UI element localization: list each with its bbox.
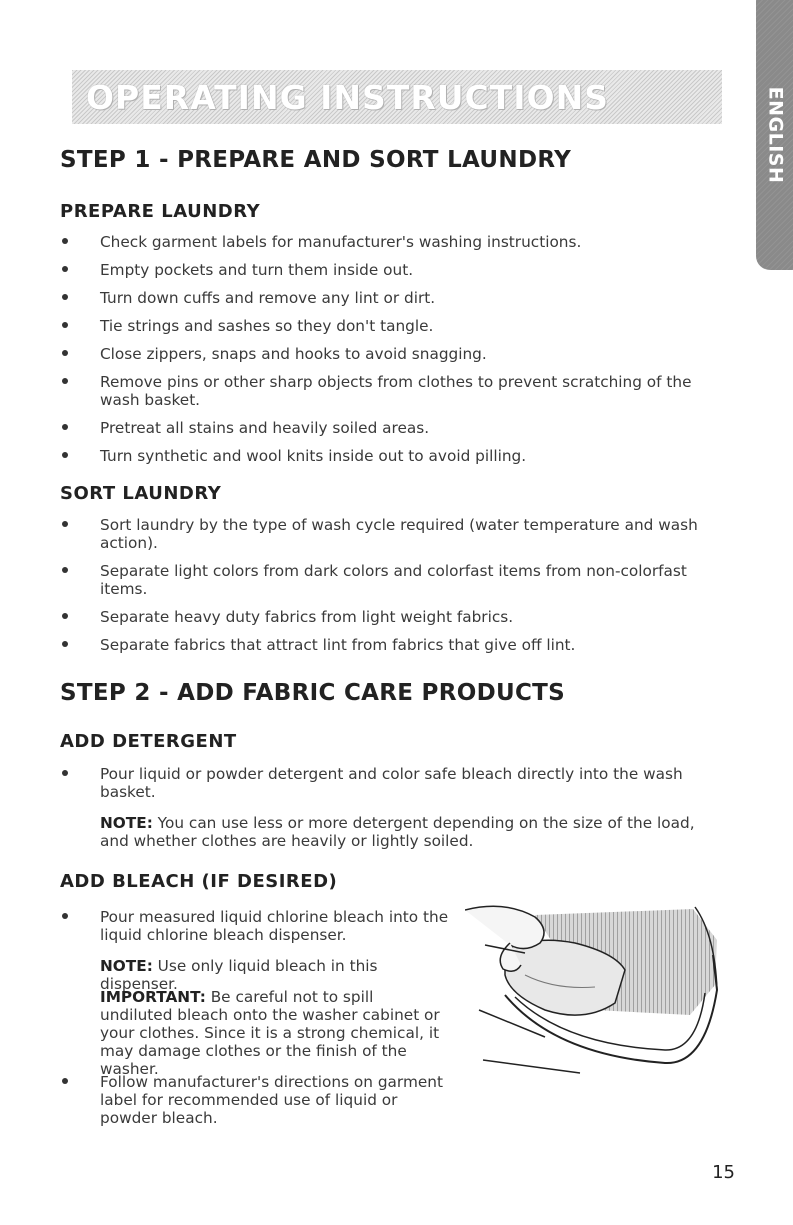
add-bleach-heading: ADD BLEACH (IF DESIRED) xyxy=(60,871,338,892)
list-item: Check garment labels for manufacturer's washing instructions. xyxy=(60,233,730,251)
sort-laundry-list xyxy=(60,516,730,664)
detergent-note xyxy=(100,814,700,850)
page-number: 15 xyxy=(712,1162,735,1183)
list-item: Separate fabrics that attract lint from fabrics that give off lint. xyxy=(60,636,730,654)
list-item: Turn synthetic and wool knits inside out to avoid pilling. xyxy=(60,447,730,465)
bleach-important xyxy=(100,988,445,1078)
list-item: Pour liquid or powder detergent and color safe bleach directly into the wash basket. xyxy=(60,765,700,801)
note-label: NOTE: xyxy=(100,957,153,975)
prepare-laundry-list xyxy=(60,233,730,475)
language-label: ENGLISH xyxy=(764,86,786,184)
banner-title: OPERATING INSTRUCTIONS xyxy=(86,78,609,117)
list-item: Separate heavy duty fabrics from light weight fabrics. xyxy=(60,608,730,626)
add-detergent-heading: ADD DETERGENT xyxy=(60,731,237,752)
note-label: NOTE: xyxy=(100,814,153,832)
list-item: Sort laundry by the type of wash cycle required (water temperature and wash action). xyxy=(60,516,700,552)
list-item: Pretreat all stains and heavily soiled areas. xyxy=(60,419,730,437)
note-text: You can use less or more detergent depending on the size of the load, and whether clothes are heavily or lightly soiled. xyxy=(100,814,695,850)
list-item: Remove pins or other sharp objects from clothes to prevent scratching of the wash basket. xyxy=(60,373,700,409)
add-detergent-list xyxy=(60,765,730,811)
bleach-dispenser-illustration xyxy=(465,895,725,1080)
sort-laundry-heading: SORT LAUNDRY xyxy=(60,483,222,504)
add-bleach-list-2 xyxy=(60,1073,490,1137)
list-item: Follow manufacturer's directions on garment label for recommended use of liquid or powder bleach. xyxy=(60,1073,455,1127)
important-label: IMPORTANT: xyxy=(100,988,206,1006)
note-text: Use only liquid bleach in this dispenser. xyxy=(100,957,378,993)
step1-title: STEP 1 - PREPARE AND SORT LAUNDRY xyxy=(60,147,572,173)
list-item: Tie strings and sashes so they don't tangle. xyxy=(60,317,730,335)
prepare-laundry-heading: PREPARE LAUNDRY xyxy=(60,201,261,222)
list-item: Close zippers, snaps and hooks to avoid snagging. xyxy=(60,345,730,363)
list-item: Separate light colors from dark colors and colorfast items from non-colorfast items. xyxy=(60,562,700,598)
language-label-wrap xyxy=(760,85,790,185)
list-item: Empty pockets and turn them inside out. xyxy=(60,261,730,279)
important-text: Be careful not to spill undiluted bleach onto the washer cabinet or your clothes. Since it is a strong chemical, it may damage clothes or the finish of the washer. xyxy=(100,988,440,1078)
step2-title: STEP 2 - ADD FABRIC CARE PRODUCTS xyxy=(60,680,565,706)
section-banner xyxy=(72,70,722,124)
language-side-tab xyxy=(756,0,793,270)
list-item: Pour measured liquid chlorine bleach into the liquid chlorine bleach dispenser. xyxy=(60,908,455,944)
list-item: Turn down cuffs and remove any lint or dirt. xyxy=(60,289,730,307)
add-bleach-list-1 xyxy=(60,908,490,954)
